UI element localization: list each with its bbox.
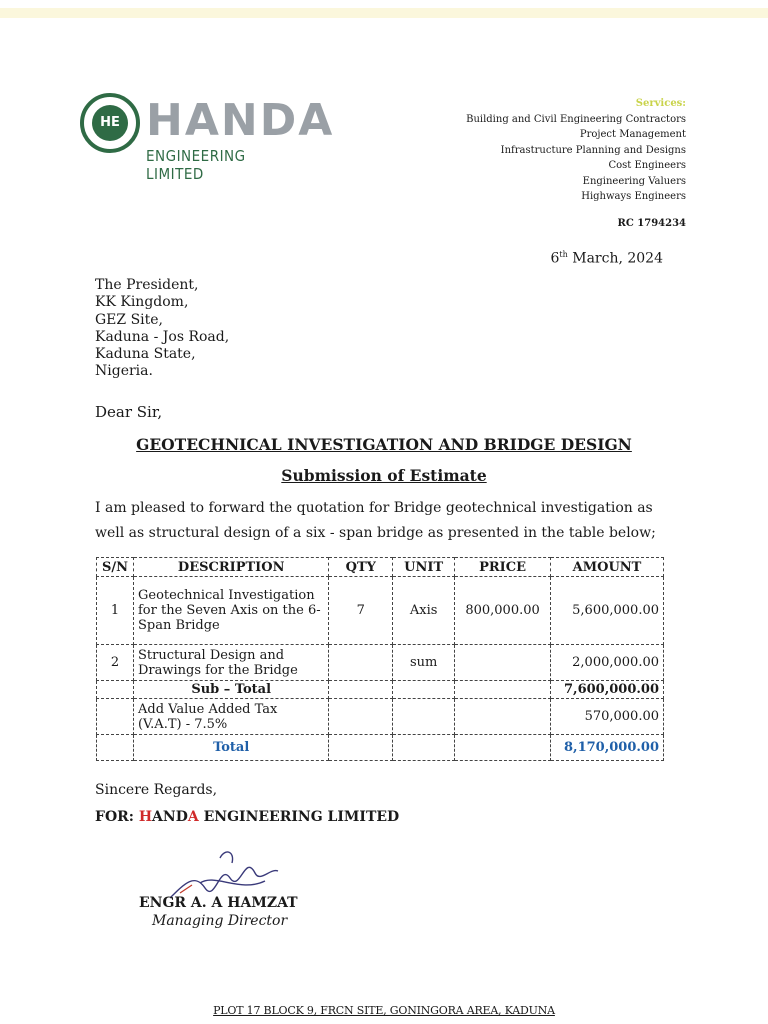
- address-line: Kaduna - Jos Road,: [95, 328, 230, 345]
- cell-price: 800,000.00: [455, 577, 551, 645]
- address-line: GEZ Site,: [95, 311, 164, 328]
- empty-cell: [393, 681, 455, 699]
- footer-address: PLOT 17 BLOCK 9, FRCN SITE, GONINGORA AREA, KADUNA: [213, 1004, 555, 1017]
- empty-cell: [455, 735, 551, 761]
- cell-description: Geotechnical Investigation for the Seven Axis on the 6-Span Bridge: [133, 577, 328, 645]
- service-item: Cost Engineers: [608, 160, 686, 171]
- cell-amount: 2,000,000.00: [551, 645, 664, 681]
- vat-amount: 570,000.00: [551, 699, 664, 735]
- salutation: Dear Sir,: [95, 403, 163, 421]
- vat-row: [97, 699, 664, 735]
- cell-amount: 5,600,000.00: [551, 577, 664, 645]
- recipient-address: [95, 277, 229, 381]
- header-unit: UNIT: [393, 558, 455, 577]
- date-rest: March, 2024: [567, 250, 663, 267]
- for-prefix: FOR:: [95, 809, 139, 825]
- service-item: Building and Civil Engineering Contractors: [466, 113, 686, 125]
- vat-label: Add Value Added Tax (V.A.T) - 7.5%: [133, 699, 328, 735]
- company-logo: [80, 93, 335, 183]
- header-description: DESCRIPTION: [133, 558, 328, 577]
- logo-wordmark: HANDA: [146, 95, 335, 146]
- logo-badge: [80, 93, 140, 153]
- header-sn: S/N: [97, 558, 134, 577]
- signatory-role: Managing Director: [152, 913, 288, 929]
- estimate-table: [96, 557, 664, 761]
- empty-cell: [97, 735, 134, 761]
- body-paragraph: I am pleased to forward the quotation for Bridge geotechnical investigation as well as structural design of a six - span bridge as presented in the table below;: [95, 500, 656, 541]
- cell-sn: 1: [97, 577, 134, 645]
- service-item: Highways Engineers: [581, 191, 686, 202]
- for-letter-a: A: [187, 809, 199, 825]
- address-line: The President,: [95, 277, 199, 293]
- closing: Sincere Regards,: [95, 782, 218, 798]
- service-item: Project Management: [579, 129, 686, 140]
- service-item: Infrastructure Planning and Designs: [500, 144, 686, 156]
- empty-cell: [455, 681, 551, 699]
- table-header-row: [97, 558, 664, 577]
- empty-cell: [329, 735, 393, 761]
- for-letter-h: H: [138, 809, 153, 825]
- header-amount: AMOUNT: [551, 558, 664, 577]
- address-line: Nigeria.: [95, 363, 153, 380]
- header-qty: QTY: [329, 558, 393, 577]
- logo-subtitle: ENGINEERING LIMITED: [146, 147, 246, 183]
- service-item: Engineering Valuers: [582, 175, 686, 187]
- subtotal-row: [97, 681, 664, 699]
- cell-qty: [329, 645, 393, 681]
- empty-cell: [329, 681, 393, 699]
- empty-cell: [329, 699, 393, 735]
- letter-date: [550, 250, 663, 267]
- address-line: Kaduna State,: [95, 346, 196, 363]
- subtotal-label: Sub – Total: [133, 681, 328, 699]
- letter-subtitle: Submission of Estimate: [281, 466, 487, 485]
- letter-title: GEOTECHNICAL INVESTIGATION AND BRIDGE DESIGN: [136, 435, 632, 454]
- subtotal-amount: 7,600,000.00: [551, 681, 664, 699]
- empty-cell: [97, 681, 134, 699]
- signatory-name: ENGR A. A HAMZAT: [139, 895, 298, 911]
- top-edge-strip: [0, 8, 768, 18]
- for-letters-and: AND: [152, 809, 188, 825]
- for-company-line: [95, 809, 399, 825]
- empty-cell: [393, 735, 455, 761]
- total-row: [97, 735, 664, 761]
- logo-badge-text: HE: [92, 105, 128, 141]
- registration-number: RC 1794234: [617, 218, 686, 229]
- header-price: PRICE: [455, 558, 551, 577]
- cell-unit: sum: [393, 645, 455, 681]
- cell-description: Structural Design and Drawings for the Bridge: [133, 645, 328, 681]
- empty-cell: [97, 699, 134, 735]
- address-line: KK Kingdom,: [95, 294, 189, 311]
- services-list: [466, 96, 686, 205]
- total-label: Total: [133, 735, 328, 761]
- table-row: [97, 645, 664, 681]
- total-amount: 8,170,000.00: [551, 735, 664, 761]
- cell-unit: Axis: [393, 577, 455, 645]
- date-day: 6: [550, 250, 560, 267]
- cell-sn: 2: [97, 645, 134, 681]
- empty-cell: [393, 699, 455, 735]
- for-suffix: ENGINEERING LIMITED: [198, 809, 400, 825]
- cell-qty: 7: [329, 577, 393, 645]
- cell-price: [455, 645, 551, 681]
- date-suffix: th: [559, 250, 568, 259]
- services-heading: Services:: [635, 98, 686, 109]
- table-row: [97, 577, 664, 645]
- empty-cell: [455, 699, 551, 735]
